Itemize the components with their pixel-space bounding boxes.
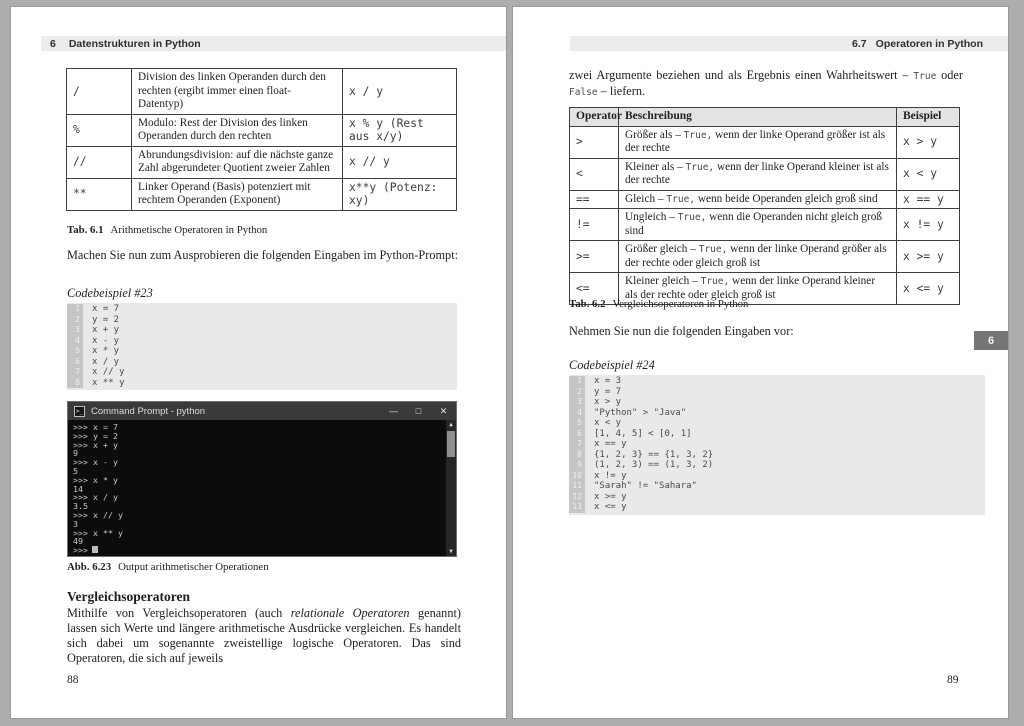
code-line (67, 346, 457, 357)
text-segment: Ungleich – (625, 211, 678, 223)
table-6-1-body (67, 69, 457, 211)
scroll-down-icon: ▼ (449, 548, 453, 555)
code-text: x != y (594, 470, 627, 481)
code-text: x <= y (594, 502, 627, 512)
code-text: x + y (92, 325, 120, 335)
intro-paragraph (569, 68, 963, 100)
text-segment: oder (936, 68, 963, 82)
caption-label: Tab. 6.2 (569, 298, 606, 310)
code-line (569, 408, 985, 419)
text-segment: Kleiner als – (625, 160, 686, 173)
code-text: x > y (594, 397, 622, 407)
description-cell: Abrundungsdivision: auf die nächste ganze Zahl abgerundeter Quotient zweier Zahlen (132, 146, 343, 178)
terminal-line: 9 (73, 448, 78, 459)
line-number: 8 (67, 378, 83, 389)
command-prompt-window (67, 401, 457, 557)
terminal-line: 14 (73, 483, 83, 494)
text-segment: Gleich – (625, 192, 667, 205)
section-heading: Vergleichsoperatoren (67, 589, 190, 604)
terminal-titlebar (68, 402, 456, 420)
code-line (67, 336, 457, 347)
page-left (10, 6, 507, 719)
terminal-line: 5 (73, 465, 78, 476)
table-6-2-header-row (570, 108, 960, 127)
code-line (569, 387, 985, 398)
right-running-header (570, 36, 1008, 51)
table-row (570, 209, 960, 241)
close-icon: ✕ (439, 405, 448, 416)
text-segment: wenn die Operanden nicht gleich groß sind (625, 211, 882, 237)
line-number: 6 (67, 357, 83, 368)
code-text: "Python" > "Java" (594, 407, 687, 418)
terminal-line: 3.5 (73, 501, 88, 512)
scroll-up-icon: ▲ (449, 421, 453, 428)
table-arithmetic-operators (66, 68, 457, 211)
example-cell: x != y (897, 209, 960, 241)
terminal-output (68, 420, 456, 556)
code-line (67, 304, 457, 315)
description-cell (619, 209, 897, 241)
description-cell: Linker Operand (Basis) potenziert mit rechtem Operanden (Exponent) (132, 178, 343, 210)
operator-cell: // (67, 146, 132, 178)
inline-code: False (569, 87, 598, 98)
operator-cell: / (67, 69, 132, 115)
terminal-line: 3 (73, 518, 78, 529)
code-text: {1, 2, 3} == {1, 3, 2} (594, 449, 714, 460)
table-row (570, 241, 960, 273)
table-comparison-operators (569, 107, 960, 305)
terminal-line: >>> x = 7 (73, 422, 118, 432)
example-cell: x <= y (897, 273, 960, 305)
code-line (569, 460, 985, 471)
code-line (67, 378, 457, 389)
caption-label: Tab. 6.1 (67, 224, 104, 236)
code-line (569, 450, 985, 461)
line-number: 13 (569, 502, 585, 513)
example-cell: x**y (Potenz: xy) (343, 178, 457, 210)
code-example-23-title: Codebeispiel #23 (67, 286, 153, 300)
italic-text: relationale Operatoren (290, 606, 410, 620)
description-cell (619, 126, 897, 158)
caption-text: Arithmetische Operatoren in Python (110, 224, 268, 236)
operator-cell: == (570, 190, 619, 209)
code-line (569, 492, 985, 503)
section-number: 6.7 (852, 37, 867, 50)
page-number-left: 88 (67, 674, 79, 686)
page-right (512, 6, 1009, 719)
terminal-line: >>> x / y (73, 492, 118, 503)
table-6-2-body (570, 126, 960, 305)
command-prompt-icon: >_ (75, 407, 84, 415)
code-text: (1, 2, 3) == (1, 3, 2) (594, 460, 714, 470)
inline-code: True, (698, 244, 728, 255)
code-line (569, 376, 985, 387)
code-text: x = 7 (92, 304, 120, 314)
description-cell: Division des linken Operanden durch den rechten (ergibt immer einen float-Datentyp) (132, 69, 343, 115)
code-text: y = 2 (92, 314, 120, 325)
code-text: x < y (594, 418, 622, 428)
table-6-2-caption (569, 298, 748, 310)
code-text: x / y (92, 356, 120, 367)
description-cell (619, 241, 897, 273)
line-number: 9 (569, 460, 585, 471)
text-segment: wenn der linke Operand kleiner ist als der rechte (625, 160, 889, 186)
example-cell: x > y (897, 126, 960, 158)
terminal-line: >>> x + y (73, 439, 118, 450)
terminal-line: >>> x - y (73, 457, 118, 468)
code-line (569, 471, 985, 482)
code-example-24-title: Codebeispiel #24 (569, 358, 655, 372)
code-line (569, 429, 985, 440)
text-segment: – liefern. (597, 84, 646, 98)
example-cell: x == y (897, 190, 960, 209)
terminal-cursor (92, 546, 98, 553)
line-number: 3 (67, 325, 83, 336)
description-cell (619, 158, 897, 190)
text-segment: wenn der linke Operand größer ist als der rechte (625, 128, 886, 154)
line-number: 12 (569, 492, 585, 503)
column-header: Beispiel (897, 108, 960, 127)
scrollbar-thumb (447, 431, 455, 457)
text-segment: Größer gleich – (625, 243, 699, 255)
terminal-title: Command Prompt - python (91, 405, 206, 417)
terminal-line: >>> x // y (73, 509, 123, 520)
minimize-icon: — (389, 406, 398, 416)
line-number: 8 (569, 450, 585, 461)
line-number: 4 (67, 336, 83, 347)
code-text: "Sarah" != "Sahara" (594, 481, 697, 491)
operator-cell: > (570, 126, 619, 158)
inline-code: True, (683, 129, 713, 141)
code-line (67, 315, 457, 326)
code-text: x ** y (92, 377, 125, 388)
description-cell (619, 190, 897, 209)
code-text: x - y (92, 335, 120, 346)
code-text: x = 3 (594, 376, 622, 386)
caption-text: Output arithmetischer Operationen (118, 561, 269, 573)
table-6-1-caption (67, 224, 267, 236)
line-number: 2 (569, 387, 585, 398)
line-number: 11 (569, 481, 585, 492)
example-cell: x % y (Rest aus x/y) (343, 114, 457, 146)
operator-cell: >= (570, 241, 619, 273)
operator-cell: % (67, 114, 132, 146)
terminal-scrollbar (446, 420, 456, 556)
text-segment: wenn der linke Operand kleiner als der rechte oder gleich groß ist (625, 275, 876, 301)
line-number: 6 (569, 429, 585, 440)
terminal-line: >>> (73, 546, 442, 555)
text-segment: wenn beide Operanden gleich groß sind (695, 192, 878, 205)
text-segment: genannt) lassen sich Werte und längere arithmetische Ausdrücke vergleichen. Es handelt sich dabei um sogenannte zweistellige logische Operatoren. Das sind Operatoren, die sich auf jeweils (67, 606, 461, 665)
left-running-header (41, 36, 506, 51)
inline-code: True (913, 71, 937, 82)
description-cell: Modulo: Rest der Division des linken Operanden durch den rechten (132, 114, 343, 146)
terminal-line: 49 (73, 536, 83, 547)
line-number: 1 (67, 304, 83, 315)
terminal-line: >>> y = 2 (73, 430, 118, 441)
terminal-lines (73, 423, 442, 555)
code-example-24 (569, 375, 985, 515)
text-segment: zwei Argumente beziehen und als Ergebnis einen Wahrheitswert – (569, 68, 914, 82)
operator-cell: ** (67, 178, 132, 210)
page-number-right: 89 (947, 674, 959, 686)
figure-caption (67, 561, 269, 573)
chapter-number: 6 (50, 37, 56, 50)
code-line (67, 325, 457, 336)
terminal-line: >>> x ** y (73, 527, 123, 538)
line-number: 7 (67, 367, 83, 378)
example-cell: x >= y (897, 241, 960, 273)
column-header: Beschreibung (619, 108, 897, 127)
table-row (67, 146, 457, 178)
caption-label: Abb. 6.23 (67, 561, 112, 573)
example-cell: x / y (343, 69, 457, 115)
code-line (67, 357, 457, 368)
code-text: [1, 4, 5] < [0, 1] (594, 428, 692, 439)
right-paragraph: Nehmen Sie nun die folgenden Eingaben vor: (569, 324, 794, 338)
text-segment: Größer als – (625, 128, 684, 141)
code-text: y = 7 (594, 386, 622, 397)
inline-code: True, (666, 193, 696, 205)
table-row (570, 190, 960, 209)
code-line (569, 502, 985, 513)
code-line (67, 367, 457, 378)
chapter-tab: 6 (974, 331, 1008, 350)
table-row (570, 158, 960, 190)
line-number: 5 (569, 418, 585, 429)
line-number: 4 (569, 408, 585, 419)
text-segment: Mithilfe von Vergleichsoperatoren (auch (67, 606, 291, 620)
section-title: Operatoren in Python (875, 37, 983, 50)
text-segment: Kleiner gleich – (625, 275, 701, 287)
section-body (67, 606, 461, 666)
code-line (569, 397, 985, 408)
chapter-title: Datenstrukturen in Python (68, 37, 201, 50)
terminal-line: >>> x * y (73, 474, 118, 485)
code-line (569, 439, 985, 450)
line-number: 7 (569, 439, 585, 450)
table-row (570, 126, 960, 158)
inline-code: True, (677, 212, 707, 223)
code-text: x // y (92, 367, 125, 377)
maximize-icon: □ (415, 406, 422, 416)
example-cell: x < y (897, 158, 960, 190)
code-text: x >= y (594, 491, 627, 502)
column-header: Operator (570, 108, 619, 127)
line-number: 3 (569, 397, 585, 408)
table-row (67, 69, 457, 115)
code-line (569, 481, 985, 492)
caption-text: Vergleichsoperatoren in Python (612, 298, 749, 310)
table-row (67, 114, 457, 146)
code-text: x * y (92, 346, 120, 356)
left-paragraph: Machen Sie nun zum Ausprobieren die folgenden Eingaben im Python-Prompt: (67, 248, 459, 262)
text-segment: wenn der linke Operand größer als der rechte oder gleich groß ist (625, 243, 887, 269)
code-line (569, 418, 985, 429)
line-number: 1 (569, 376, 585, 387)
operator-cell: != (570, 209, 619, 241)
code-example-23 (67, 303, 457, 390)
table-row (67, 178, 457, 210)
line-number: 10 (569, 471, 585, 482)
operator-cell: < (570, 158, 619, 190)
inline-code: True, (685, 161, 715, 173)
line-number: 2 (67, 315, 83, 326)
example-cell: x // y (343, 146, 457, 178)
operator-cell: <= (570, 273, 619, 305)
inline-code: True, (700, 276, 730, 287)
line-number: 5 (67, 346, 83, 357)
code-text: x == y (594, 439, 627, 449)
